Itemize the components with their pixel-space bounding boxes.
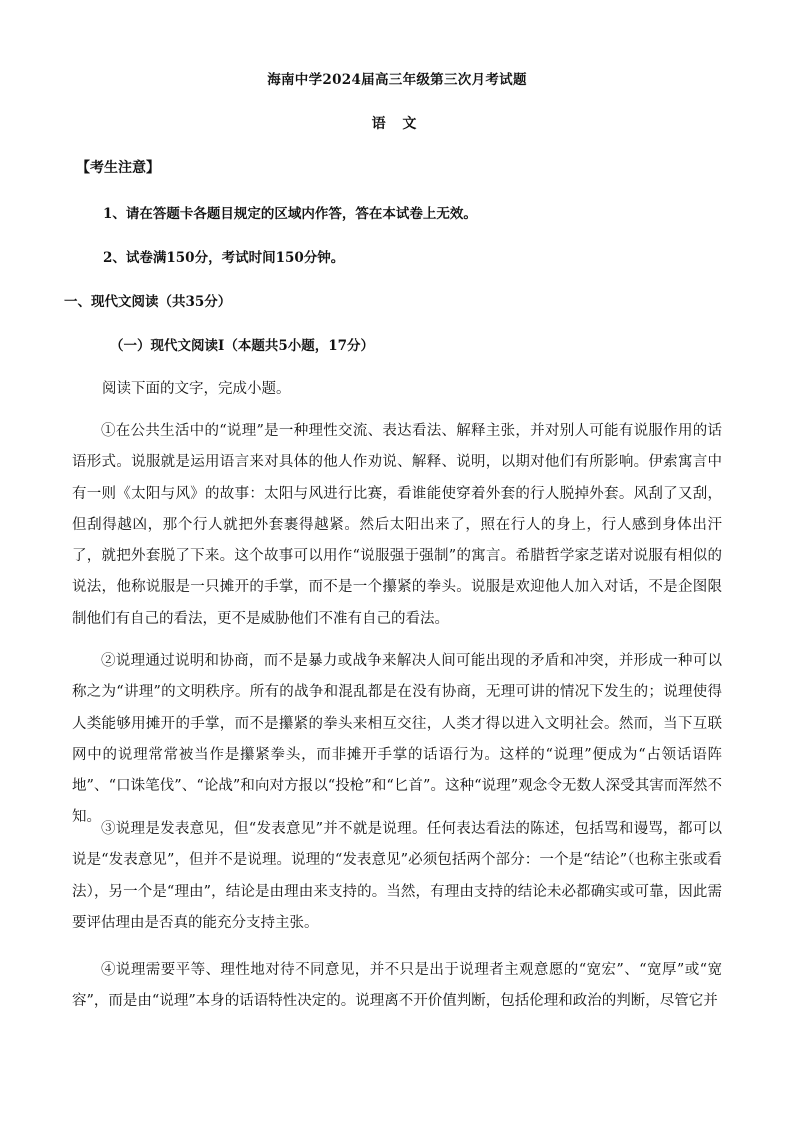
notice-item-1: 1、请在答题卡各题目规定的区域内作答，答在本试卷上无效。 xyxy=(103,206,477,222)
notice-item-2: 2、试卷满150分，考试时间150分钟。 xyxy=(103,250,345,266)
section-one-heading: 一、现代文阅读（共35分） xyxy=(64,294,232,310)
paragraph-1: ①在公共生活中的“说理”是一种理性交流、表达看法、解释主张，并对别人可能有说服作用的话语形式。说服就是运用语言来对具体的他人作劝说、解释、说明，以期对他们有所影响。伊索寓言中有一则《太阳与风》的故事：太阳与风进行比赛，看谁能使穿着外套的行人脱掉外套。风刮了又刮，但刮得越凶，那个行人就把外套裹得越紧。然后太阳出来了，照在行人的身上，行人感到身体出汗了，就把外套脱了下来。这个故事可以用作“说服强于强制”的寓言。希腊哲学家芝诺对说服有相似的说法，他称说服是一只摊开的手掌，而不是一个攥紧的拳头。说服是欢迎他人加入对话，不是企图限制他们有自己的看法，更不是威胁他们不准有自己的看法。 xyxy=(72,423,722,627)
reading-instruction: 阅读下面的文字，完成小题。 xyxy=(102,381,291,397)
paragraph-2: ②说理通过说明和协商，而不是暴力或战争来解决人间可能出现的矛盾和冲突，并形成一种可以称之为“讲理”的文明秩序。所有的战争和混乱都是在没有协商，无理可讲的情况下发生的；说理使得人类能够用摊开的手掌，而不是攥紧的拳头来相互交往，人类才得以进入文明社会。然而，当下互联网中的说理常常被当作是攥紧拳头，而非摊开手掌的话语行为。这样的“说理”便成为“占领话语阵地”、“口诛笔伐”、“论战”和向对方报以“投枪”和“匕首”。这种“说理”观念令无数人深受其害而浑然不知。 xyxy=(72,653,722,826)
paragraph-4: ④说理需要平等、理性地对待不同意见，并不只是出于说理者主观意愿的“宽宏”、“宽厚”或“宽容”，而是由“说理”本身的话语特性决定的。说理离不开价值判断，包括伦理和政治的判断，尽管它并 xyxy=(72,962,722,1010)
paragraph-3: ③说理是发表意见，但“发表意见”并不就是说理。任何表达看法的陈述，包括骂和谩骂，都可以说是“发表意见”，但并不是说理。说理的“发表意见”必须包括两个部分：一个是“结论”（也称主张或看法），另一个是“理由”，结论是由理由来支持的。当然，有理由支持的结论未必都确实或可靠，因此需要评估理由是否真的能充分支持主张。 xyxy=(72,821,722,931)
exam-subject: 语 文 xyxy=(371,116,423,132)
subsection-heading: （一）现代文阅读I（本题共5小题，17分） xyxy=(110,338,374,354)
notice-heading: 【考生注意】 xyxy=(76,160,160,176)
exam-title: 海南中学2024届高三年级第三次月考试题 xyxy=(267,72,527,88)
